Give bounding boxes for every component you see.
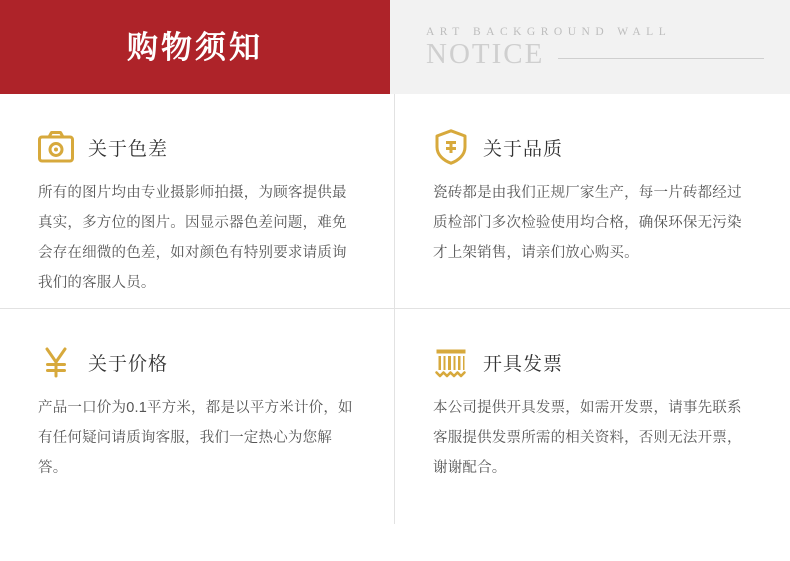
section-body: 产品一口价为0.1平方米，都是以平方米计价，如有任何疑问请质询客服，我们一定热心为您解答。 [38, 400, 353, 476]
header-subtitle-en: ART BACKGROUND WALL [426, 25, 672, 38]
page-title: 购物须知 [127, 29, 263, 65]
header-title-en-row [426, 37, 790, 70]
page-header [0, 0, 790, 94]
section-body: 所有的图片均由专业摄影师拍摄，为顾客提供最真实，多方位的图片。因显示器色差问题，难免会存在细微的色差，如对颜色有特别要求请质询我们的客服人员。 [38, 185, 347, 291]
section-header [433, 124, 752, 170]
section-body: 本公司提供开具发票，如需开发票，请事先联系客服提供发票所需的相关资料，否则无法开票，谢谢配合。 [433, 400, 742, 476]
notice-section-invoice [395, 309, 790, 524]
section-header [38, 124, 356, 170]
header-title-block [0, 0, 390, 94]
yuan-icon [38, 344, 74, 380]
section-title: 关于色差 [88, 138, 169, 160]
shield-icon [433, 129, 469, 165]
section-header [433, 339, 752, 385]
header-english-block [390, 0, 790, 94]
section-header [38, 339, 356, 385]
notice-grid [0, 94, 790, 524]
notice-section-color [0, 94, 395, 309]
notice-section-price [0, 309, 395, 524]
section-body: 瓷砖都是由我们正规厂家生产，每一片砖都经过质检部门多次检验使用均合格，确保环保无污染才上架销售，请亲们放心购买。 [433, 185, 742, 261]
section-title: 关于品质 [483, 138, 564, 160]
header-divider-line [558, 58, 764, 59]
notice-section-quality [395, 94, 790, 309]
header-title-en: NOTICE [426, 37, 545, 70]
invoice-icon [433, 344, 469, 380]
section-title: 开具发票 [483, 353, 564, 375]
section-title: 关于价格 [88, 353, 169, 375]
camera-icon [38, 129, 74, 165]
